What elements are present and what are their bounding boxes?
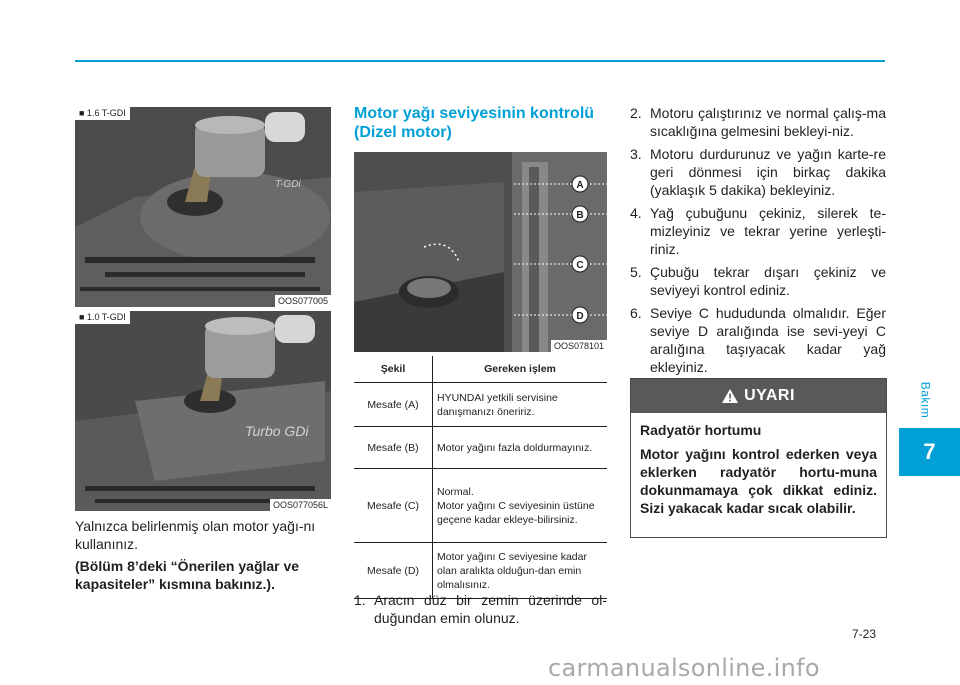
list-item	[630, 304, 886, 376]
step-number: 2.	[630, 105, 642, 121]
left-text	[75, 517, 333, 597]
warning-title: Radyatör hortumu	[640, 422, 762, 438]
list-item	[354, 591, 607, 627]
action-cell	[433, 469, 608, 543]
photo-tag: ■ 1.6 T-GDI	[75, 107, 130, 120]
step-number: 6.	[630, 305, 642, 321]
action-cell: HYUNDAI yetkili servisine danışmanızı öneririz.	[433, 383, 608, 427]
table-row	[354, 427, 607, 469]
photo-code: OOS078101	[551, 340, 607, 352]
chapter-number-tab: 7	[899, 428, 960, 476]
table-header-row	[354, 356, 607, 383]
warning-box	[630, 378, 887, 538]
step-number: 5.	[630, 264, 642, 280]
chapter-label-text: Bakım	[917, 381, 932, 419]
chapter-label	[905, 378, 945, 422]
table-header: Şekil	[354, 356, 433, 383]
oil-spec-note: Yalnızca belirlenmiş olan motor yağı-nı kullanınız.	[75, 518, 316, 552]
dipstick-photo	[354, 152, 607, 352]
action-line: Motor yağını C seviyesinin üstüne geçene kadar ekleye-bilirsiniz.	[437, 499, 595, 526]
warning-label: UYARI	[744, 387, 795, 404]
step-text: Motoru çalıştırınız ve normal çalış-ma sıcaklığına gelmesini bekleyi-niz.	[650, 105, 886, 139]
svg-text:T-GDi: T-GDi	[275, 179, 301, 190]
photo-tag: ■ 1.0 T-GDI	[75, 311, 130, 324]
photo-code: OOS077056L	[270, 499, 331, 511]
list-item	[630, 263, 886, 299]
step-text: Motoru durdurunuz ve yağın karte-re geri dönmesi için birkaç dakika (yaklaşık 5 dakika) bekleyiniz.	[650, 146, 886, 198]
oil-reference-note: (Bölüm 8’deki “Önerilen yağlar ve kapasiteler” kısmına bakınız.).	[75, 558, 300, 592]
watermark: carmanualsonline.info	[548, 654, 820, 682]
top-rule	[75, 60, 885, 62]
warning-body	[631, 413, 886, 531]
warning-header	[631, 379, 886, 413]
step-text: Seviye C hududunda olmalıdır. Eğer seviye D aralığında ise sevi-yeyi C aralığına taşıyacak kadar yağ ekleyiniz.	[650, 305, 886, 375]
engine-illustration	[75, 311, 331, 511]
level-cell: Mesafe (C)	[354, 469, 433, 543]
dipstick-mark-label: A	[576, 180, 584, 191]
step-number: 4.	[630, 205, 642, 221]
page-number: 7-23	[852, 627, 877, 641]
level-cell: Mesafe (D)	[354, 543, 433, 599]
oil-level-table	[354, 356, 607, 599]
engine-photo-1-6-tgdi	[75, 107, 331, 307]
list-item	[630, 104, 886, 140]
table-row	[354, 469, 607, 543]
action-line: Normal.	[437, 485, 474, 498]
svg-text:Turbo GDi: Turbo GDi	[245, 423, 309, 439]
action-cell: Motor yağını fazla doldurmayınız.	[433, 427, 608, 469]
step-text: Yağ çubuğunu çekiniz, silerek te-mizleyiniz ve tekrar yerine yerleşti-riniz.	[650, 205, 886, 257]
step-number: 3.	[630, 146, 642, 162]
level-cell: Mesafe (A)	[354, 383, 433, 427]
warning-message: Motor yağını kontrol ederken veya eklerken radyatör hortu-muna dokunmamaya çok dikkat ediniz. Sizi yakacak kadar sıcak olabilir.	[640, 446, 877, 516]
step-number: 1.	[354, 592, 366, 608]
dipstick-mark-label: D	[576, 311, 584, 322]
list-item	[630, 145, 886, 199]
section-title: Motor yağı seviyesinin kontrolü (Dizel motor)	[354, 105, 595, 141]
steps-middle	[354, 591, 607, 632]
warning-triangle-icon	[722, 389, 738, 403]
table-row	[354, 383, 607, 427]
table-header: Gereken işlem	[433, 356, 608, 383]
dipstick-mark-label: B	[576, 210, 584, 221]
engine-photo-1-0-tgdi	[75, 311, 331, 511]
action-cell: Motor yağını C seviyesine kadar olan aralıkta olduğun-dan emin olmalısınız.	[433, 543, 608, 599]
photo-code: OOS077005	[275, 295, 331, 307]
step-text: Çubuğu tekrar dışarı çekiniz ve seviyeyi kontrol ediniz.	[650, 264, 886, 298]
list-item	[630, 204, 886, 258]
dipstick-mark-label: C	[576, 260, 584, 271]
level-cell: Mesafe (B)	[354, 427, 433, 469]
step-text: Aracın düz bir zemin üzerinde ol-duğundan emin olunuz.	[374, 592, 607, 626]
engine-illustration	[75, 107, 331, 307]
dipstick-illustration	[354, 152, 607, 352]
steps-right	[630, 104, 886, 381]
